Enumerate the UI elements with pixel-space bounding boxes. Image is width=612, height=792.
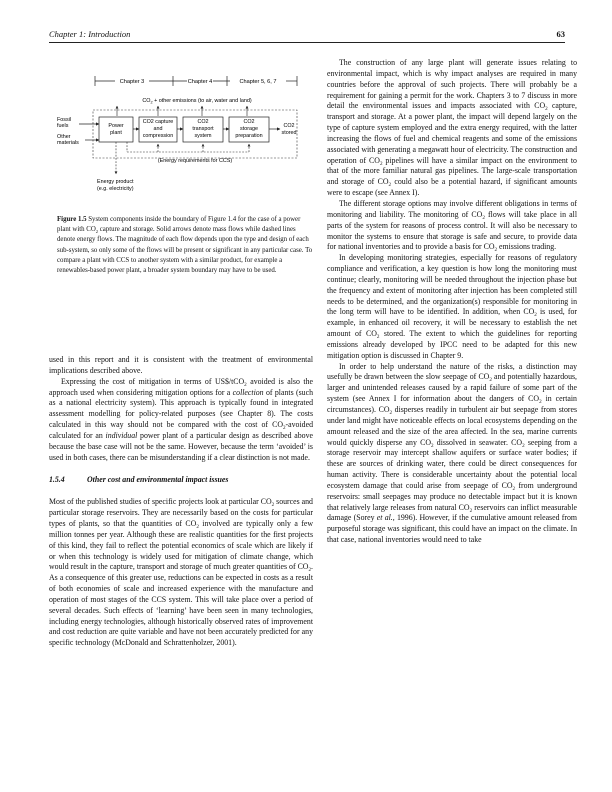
figure-caption: Figure 1.5 System components inside the boundary of Figure 1.4 for the case of a power plant with $CO_2$ capture and storage. Solid arrows denote mass flows while dashed lines denote energy flows. The magnitude of each flow depends upon the type and design of each sub-system, so only some of the flows will be present or significant in any particular case. To compare a plant with CCS to another system with a similar product, for example a renewables-based power plant, a broader system boundary may have to be used. <box>57 216 313 275</box>
stored-label-2: stored <box>281 130 297 136</box>
chapter-label-2: Chapter 4 <box>187 79 213 85</box>
page-number: 63 <box>556 29 565 39</box>
fossil-fuels-label-1: Fossil <box>57 117 72 123</box>
emissions-label: $CO_2$ + other emissions (to air, water and land) <box>142 98 252 105</box>
stored-label-1: CO2 <box>283 123 295 129</box>
storage-label-1: CO2 <box>243 119 255 125</box>
capture-label-1: CO2 capture <box>142 119 174 125</box>
paragraph: In developing monitoring strategies, especially for reasons of regulatory compliance and verification, a key question is how long the monitoring must continue; clearly, monitoring will be needed throughout the injection phase but the frequency and extent of monitoring after injection has been completed still needs to be determined, and the organization(s) responsible for monitoring in the long term will have to be identified. In addition, when $CO_2$ is used, for example, in enhanced oil recovery, it will be necessary to establish the net amount of $CO_2$ stored. The extent to which the guidelines for reporting emissions already developed by IPCC need to be adapted for this new mitigation option is discussed in Chapter 9. <box>327 253 578 360</box>
power-plant-label-2: plant <box>110 130 122 136</box>
power-plant-label-1: Power <box>108 123 124 129</box>
left-column <box>49 355 313 649</box>
other-materials-label-1: Other <box>57 134 71 140</box>
storage-label-2: storage <box>240 126 258 132</box>
right-column <box>327 58 577 546</box>
energy-product-label-2: (e.g. electricity) <box>97 186 134 192</box>
section-heading: 1.5.4 Other cost and environmental impact issues <box>49 475 229 485</box>
figure-1-5-diagram <box>57 72 307 202</box>
figure-caption-label: Figure 1.5 <box>57 216 87 223</box>
transport-label-2: transport <box>192 126 214 132</box>
paragraph: In order to help understand the nature of the risks, a distinction may usefully be drawn between the slow seepage of $CO_2$ and potentially hazardous, larger and unintended releases caused by a rapid failure of some part of the system (see Annex I for information about the dangers of $CO_2$ in certain circumstances). $CO_2$ disperses readily in turbulent air but seepage from stores under land might have noticeable effects on local ecosystems depending on the amount released and the size of the area affected. In the sea, marine currents would quickly disperse any $CO_2$ dissolved in seawater. $CO_2$ seeping from a storage reservoir may intercept shallow aquifers or surface water bodies; if these are sources of drinking water, there could be direct consequences for human activity. There is considerable uncertainty about the potential local ecosystem damage that could arise from seepage of $CO_2$ from underground reservoirs: small seepages may produce no detectable impact but it is known that relatively large releases from natural $CO_2$ reservoirs can inflict measurable damage (Sorey et al., 1996). However, if the cumulative amount released from purposeful storage was significant, this could have an impact on the climate. In that case, national inventories would need to take <box>327 361 578 545</box>
fossil-fuels-label-2: fuels <box>57 123 69 129</box>
capture-label-2: and <box>153 126 163 132</box>
other-materials-label-2: materials <box>57 140 79 146</box>
paragraph: used in this report and it is consistent with the treatment of environmental implications described above. <box>49 355 313 375</box>
paragraph: Expressing the cost of mitigation in terms of US$/tCO$_2$ avoided is also the approach used when considering mitigation options for a collection of plants (such as a national electricity system). This approach is typically found in integrated assessment modelling for policy-related purposes (see Chapter 8). The costs calculated in this way should not be compared with the cost of $CO_2$-avoided calculated for an individual power plant of a particular design as described above because the base case will not be the same. However, because the term ‘avoided’ is used in both cases, there can be misunderstanding if a clear distinction is not made. <box>49 376 313 462</box>
transport-label-3: system <box>194 133 212 139</box>
chapter-label-1: Chapter 3 <box>119 79 145 85</box>
transport-label-1: CO2 <box>197 119 209 125</box>
paragraph: The construction of any large plant will generate issues relating to environmental impact, which is why impact analyses are required in many countries before the approval of such projects. There will probably be a requirement for gaining a permit for the work. Chapters 3 to 7 discuss in more detail the environmental issues and impacts associated with $CO_2$ capture, transport and storage. At a power plant, the impact will depend largely on the type of capture system employed and the extra energy required, with the latter increasing the flows of fuel and chemical reagents and some of the emissions associated with generating a megawatt hour of electricity. The construction and operation of $CO_2$ pipelines will have a similar impact on the environment to that of the more familiar natural gas pipelines. The large-scale transportation and storage of $CO_2$ could also be a potential hazard, if significant amounts were to escape (see Annex I). <box>327 58 577 198</box>
chapter-label-3: Chapter 5, 6, 7 <box>239 79 277 85</box>
emission-arrows <box>117 106 247 116</box>
energy-requirements-label: (Energy requirements for CCS) <box>157 158 233 164</box>
paragraph: The different storage options may involve different obligations in terms of monitoring and liability. The monitoring of $CO_2$ flows will take place in all parts of the system for reasons of process control. It will also be necessary to monitor the systems to ensure that storage is safe and secure, to provide data for national inventories and to provide a basis for $CO_2$ emissions trading. <box>327 198 577 254</box>
running-head <box>49 29 565 43</box>
paragraph: Most of the published studies of specific projects look at particular $CO_2$ sources and particular storage reservoirs. They are necessarily based on the costs for particular types of plants, so that the quantities of $CO_2$ involved are typically only a few million tonnes per year. Although these are realistic quantities for the first projects of this kind, they fail to reflect the potential economics of scale which are likely if or when this technology is widely used for mitigation of climate change, which would result in the capture, transport and storage of much greater quantities of $CO_2$. As a consequence of this greater use, reductions can be expected in costs as a result of both economies of scale and increased experience with the manufacture and operation of most stages of the CCS system. This will take place over a period of several decades. Such effects of ‘learning’ have been seen in many technologies, including energy technologies, although historically observed rates of improvement and cost reduction are quite variable and have not been accurately predicted for any specific technology (McDonald and Schrattenholzer, 2001). <box>49 497 313 648</box>
running-head-chapter: Chapter 1: Introduction <box>49 29 131 39</box>
capture-label-3: compression <box>142 133 174 139</box>
energy-product-label-1: Energy product <box>97 179 134 185</box>
storage-label-3: preparation <box>235 133 263 139</box>
